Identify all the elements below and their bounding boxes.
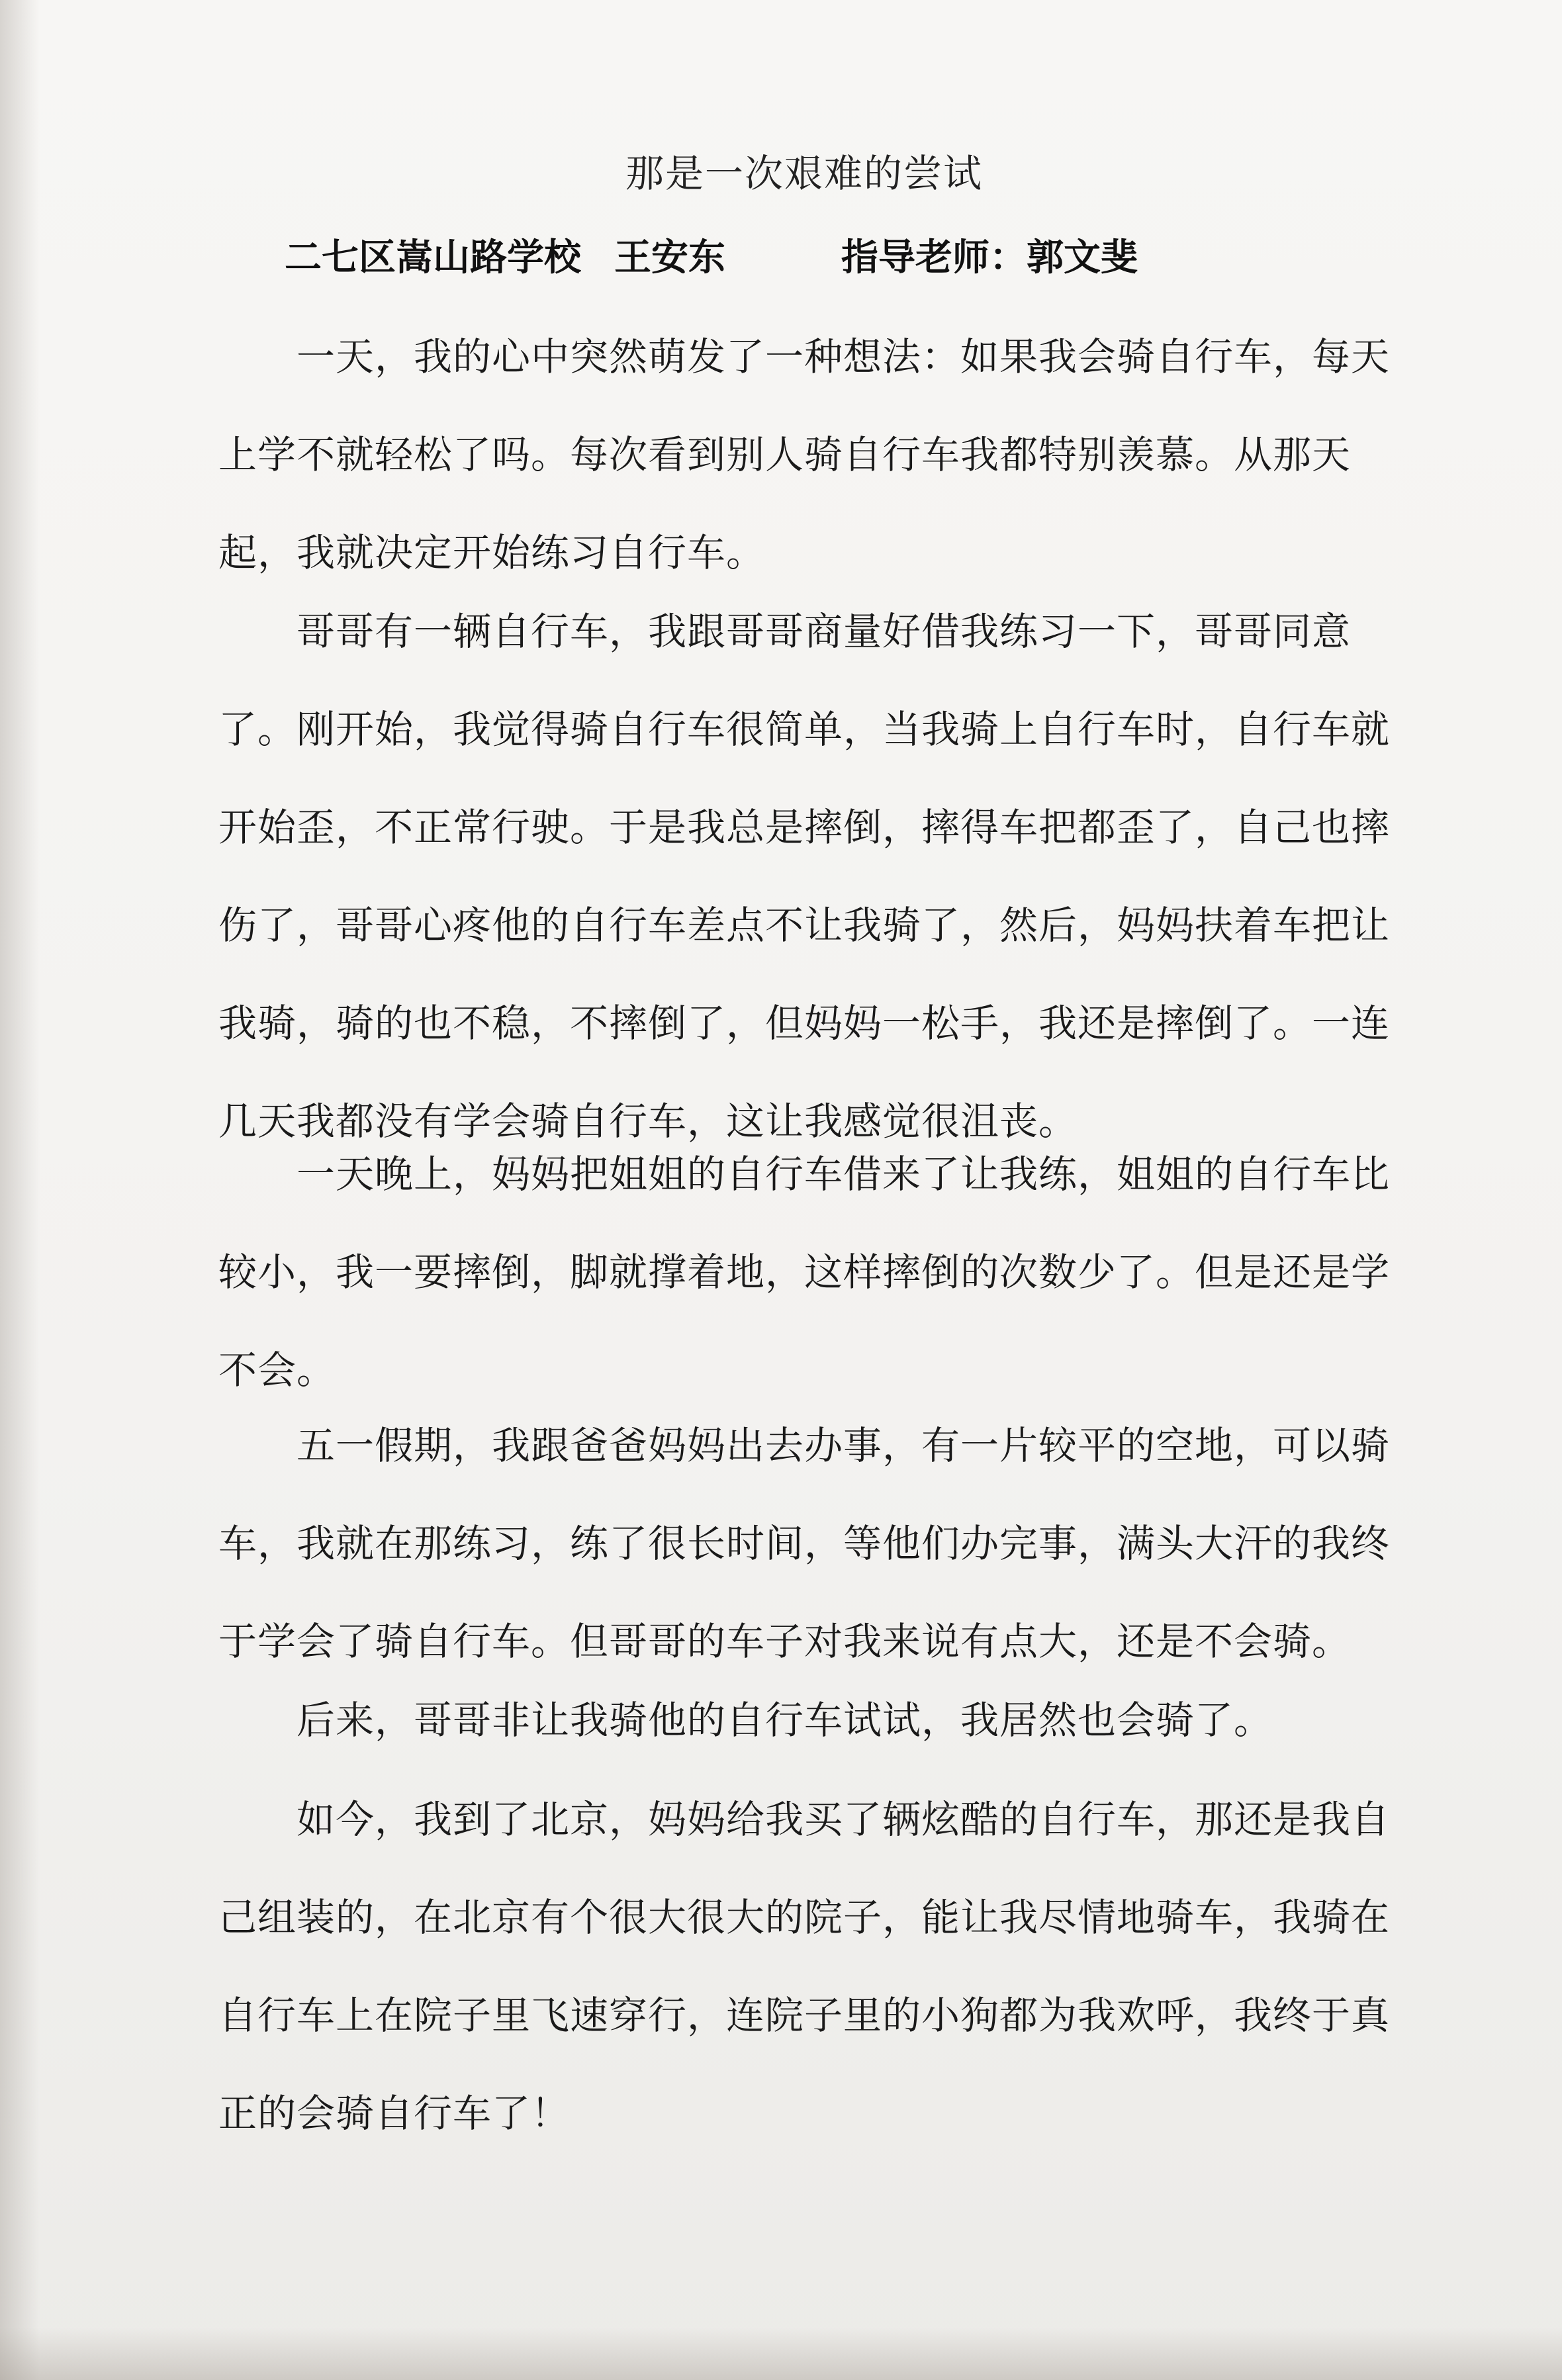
byline <box>285 228 1138 281</box>
essay-title: 那是一次艰难的尝试 <box>625 151 983 196</box>
teacher-name: 指导老师：郭文斐 <box>841 236 1138 279</box>
paragraph-4: 五一假期，我跟爸爸妈妈出去办事，有一片较平的空地，可以骑车，我就在那练习，练了很长时间，等他们办完事，满头大汗的我终于学会了骑自行车。但哥哥的车子对我来说有点大，还是不会骑。 <box>218 1423 1391 1664</box>
paragraph-6: 如今，我到了北京，妈妈给我买了辆炫酷的自行车，那还是我自己组装的，在北京有个很大很大的院子，能让我尽情地骑车，我骑在自行车上在院子里飞速穿行，连院子里的小狗都为我欢呼，我终于真正的会骑自行车了！ <box>218 1797 1391 2136</box>
page-bottom-shadow <box>0 2327 1562 2380</box>
page-edge-shadow <box>0 0 40 2380</box>
author-name: 王安东 <box>614 236 725 279</box>
paragraph-2: 哥哥有一辆自行车，我跟哥哥商量好借我练习一下，哥哥同意了。刚开始，我觉得骑自行车很简单，当我骑上自行车时，自行车就开始歪，不正常行驶。于是我总是摔倒，摔得车把都歪了，自己也摔伤了，哥哥心疼他的自行车差点不让我骑了，然后，妈妈扶着车把让我骑，骑的也不稳，不摔倒了，但妈妈一松手，我还是摔倒了。一连几天我都没有学会骑自行车，这让我感觉很沮丧。 <box>218 609 1391 1144</box>
paragraph-5: 后来，哥哥非让我骑他的自行车试试，我居然也会骑了。 <box>297 1698 1273 1743</box>
paragraph-1: 一天，我的心中突然萌发了一种想法：如果我会骑自行车，每天上学不就轻松了吗。每次看到别人骑自行车我都特别羡慕。从那天起，我就决定开始练习自行车。 <box>218 334 1391 575</box>
school-name: 二七区嵩山路学校 <box>285 236 581 279</box>
paragraph-3: 一天晚上，妈妈把姐姐的自行车借来了让我练，姐姐的自行车比较小，我一要摔倒，脚就撑着地，这样摔倒的次数少了。但是还是学不会。 <box>218 1152 1391 1393</box>
